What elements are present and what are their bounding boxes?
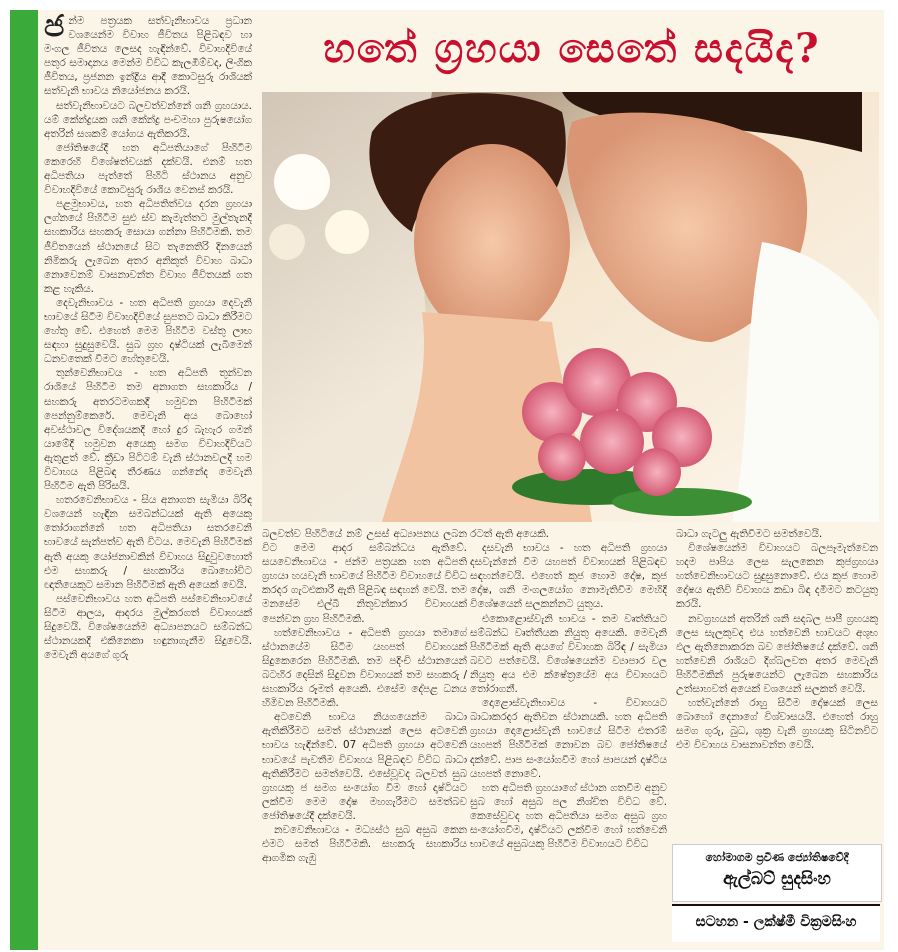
paragraph: දසවැනි භාවය - හත අධිපති ග්‍රහයා දසවැන්නේ වීම යහපත් විවාහයක් පිළිබඳව සඳහන්වෙයි. එහෙත් කුජ හොම දෝෂ, කුජ දෝෂ, ශනි මංගලයෝග නොමැතිවීම මෙහිදී විශේෂයෙන් සලකන්නට යුතුය. xyxy=(470,542,667,611)
paragraph: විශේෂයෙන්ම විවාහයට බලපෑමැත්වෙන හදම පාපිය ලෙස සැලකෙන කුජග්‍රහයා හත්වෙනිභාවයට සුදුසුනොවේ. එය කුජ හොම දෝෂය ඇතිවි විවාහය කඩා බිඳ දමීමට කටයුතු කරයි. xyxy=(676,542,878,611)
paragraph: පළමුභාවය, හත අධිපතිත්වය දරන ග්‍රහයා ලග්නයේ පිහිටීම සුළු ස්ව කැමැත්තට මුල්තැනදී සහකාරිය සහකරු සොයා ගන්නා පිහිටීමකි. තම ජීවිතයෙන් ස්ථානයේ සිට තැනෙතිරි දිනයෙන් නිමිකරු ලැබෙන අතර අනිකුත් විවාහ බාධා නොවෙනම් වාසනාවන්ත විවාහ ජීවිතයක් ගත කළ හැකිය. xyxy=(44,198,252,295)
paragraph: බලවත්ව පිහිටියේ නම් උසස් අධ්‍යාපනය ලබන විට මෙම ආදර සම්බන්ධය ඇතිවේ. සයවෙනිභාවය - ජන්ම පත්‍රයක හත අධිපති ග්‍රහයා හයවැනි භාවයේ පිහිටීම විවාහයේ විවිධ කරදර ගැටළුකාරී ඇති පිළිබඳ සඳහන් වෙයි. තම මනසේම එල්බී නිතුවන්කාර විවාහයක් පෙන්වන ග්‍රහ පිහිටීමකි. xyxy=(262,528,467,625)
paragraph: සත්වැනිභාවයට බලවත්වන්නේ ශනි ග්‍රහයාය. යම් කේන්ද්‍රයක ශනි කේන්ද්‍ර පංචමහා පුරුෂයෝග අතරින් සශකම් යෝගය ඇතිකරයි. xyxy=(44,99,252,140)
dropcap: ජ xyxy=(44,14,65,44)
author-box xyxy=(672,844,882,902)
paragraph: හත්වෙනිභාවය - අධිපති ග්‍රහයා තමාගේ ස්ථානයේම සිටීම යහපත් විවාහයක් සිදුකෙරෙන පිහිටීමකි. තම පදිංචි ස්ථානයෙන් බටහිර දෙසින් සිදුවන විවාහයක් තම සහකරු / සහකාරිය රූමත් අයෙකි. එසේම දේපළ ධනය හිමිවන පිහිටීමකි. xyxy=(262,626,467,710)
paragraph: ජෝතිෂයේදී හත අධිපතියාගේ පිහිටීම කෙරෙහි විශේෂත්වයක් දක්වයි. එනම් හත අධිපතියා පැත්තේ පිහිටි ස්ථානය අනුව විවාහදිවියේ කොටසුරු රාශිය වෙනස් කරයි. xyxy=(44,141,252,197)
column-1 xyxy=(44,14,252,944)
paragraph: නවග්‍රහයන් අතරින් ශනි සදබල පාපී ග්‍රහයකු ලෙස සැලකුවද එය හත්වෙනි භාවයට අශුභ ඵල ඇතිනොකරන බව ජෝතිෂයේ දක්වේ. ශනි හත්වෙනි රාශියට දිග්බලවත අතර මෙවැනි පිහිටීමකින් පුරුෂයෙන්ට ලැබෙන සහකාරිය උත්සාහවත් අයෙක් වශයෙන් සලකත් වෙයි. xyxy=(676,612,878,696)
column-4 xyxy=(676,527,878,839)
editor-credit: සටහන - ලක්ෂ්මී වික්‍රමසිංහ xyxy=(695,914,857,930)
paragraph: එකොළොස්වැනි භාවය - තම වෘත්තියට සම්බන්ධ වෘත්තීයක නියුතු අයෙකි. මෙවැනි පිහිටීමක් ඇති අයගේ විවාහක බිරිඳ / සැමියා බවට පත්වෙයි. විශේෂයෙන්ම ව්‍යාපාර වල නියුතු අය එම ක්ෂේත්‍රයේම අය විවාහයට තෝරාගනී. xyxy=(470,612,667,696)
couple-photo xyxy=(262,92,879,522)
paragraph: හත්වැන්නේ රාහු සිටීම දෝෂයක් ලෙස බොහෝ දෙනාගේ විශ්වාසයයි. එහෙත් රාහු සමග ගුරු, බුධ, ශුක්‍ර වැනි ග්‍රහයකු සිටිනවිට එම විවාහය වාසනාවන්ත වෙයි. xyxy=(676,697,878,752)
paragraph: ජන්ම පත්‍රයක සත්වැනිභාවය ප්‍රධාන වශයෙන්ම විවාහ ජීවිතය පිළිබඳව හා මංගල ජීවිතය ලෙසද හැඳින්වේ. විවාහදිවියේ පතුර සමාදානය මෙන්ම විවිධ කැලඹීම්වද, ලිංගික ජීවිතය, ප්‍රජනන ඉන්ද්‍රිය ආදී කොටසුරු රාශියක් සත්වැනි භාවය නියෝජනය කරයි. xyxy=(44,14,252,98)
paragraph: බාධා ගැටලු ඇතිවීමට සමත්වෙයි. xyxy=(676,528,823,540)
paragraph: පස්වෙනිභාවය හත අධිපති පස්වෙනිභාවයේ සිටීම ආලය, ආදරය මුල්කරගත් විවාහයක් සිදුවෙයි. විශේෂයෙන්ම අධ්‍යාපනයට සම්බන්ධ ස්ථානයකදී එකිනෙකා හඳුනාගැනීම සිදුවෙයි. මෙවැනි අයගේ ගුරු xyxy=(44,592,252,662)
paragraph: හත අධිපති ග්‍රහයාගේ ස්ථාන ගතවීම අනුව සුබ හෝ අසුබ පල නිශ්චිත විවිධ වේ. කෙසේවුවද හත අධිපතියා සමග අසුබ ග්‍රහ සංයෝගවීම, දෘෂ්ටියට ලක්වීම හෝ හත්වෙනි භාවයේ අසුබයකු පිහිටීම විවාහයට විවිධ xyxy=(470,781,667,851)
author-name: ඇල්බට් සුදසිංහ xyxy=(723,869,831,889)
paragraph: අටවෙනි භාවය නියගයෙන්ම බාධා ඇතිකිරීමට සමත් ස්ථානයක් ලෙස අටවෙනි භාවය හැඳින්වේ. 07 අධිපති ග්‍රහයා අටවෙනි භාවයේ පැවතීම විවාහය පිළිබඳව විවිධ බාධා ඇතිකිරීමට සමත්වෙයි. එසේවූවද බලවත් සුබ ග්‍රහයකු ජ සමග සංයෝග වීම හෝ දෘෂ්ටියට ලක්වීම මෙම දෝෂ මහගැරීමට සමත්බව ජෝතිෂයේදී දක්වෙයි. xyxy=(262,711,467,822)
paragraph: රටත් ඇති අයෙකි. xyxy=(470,528,549,540)
column-2 xyxy=(262,527,467,944)
paragraph: නවවෙනිභාවය - මධ්‍යස්ථ සුබ අසුබ කෙන එමට සමත් පිහිටීමකි. සහකරු සහකාරිය ආගමික ගැඹු xyxy=(262,823,467,865)
paragraph: දෙවැනිභාවය - හත අධිපති ග්‍රහයා දෙවැනි භාවයේ සිටීම විවාහදිවියේ සුපතට බාධා කිරීමට හේතු වේ. එහෙත් මෙම පිහිටීම වස්තු ලාභ සඳහා සුදුසුවෙයි. සුබ ග්‍රහ දෘෂ්ටියක් ලැබීමෙන් ධනවතෙක් වීමට හේතුවෙයි. xyxy=(44,296,252,366)
paragraph: දොළොස්වැනිභාවය - විවාහයට බාධාකරදර ඇතිවන ස්ථානයකි. හත අධිපති ග්‍රහයා දොළොස්වැනි භාවයේ සිටීම එතරම් යහපත් පිහිටීමක් නොවන බව ජෝතිෂයේ දක්වේ. පාප සංයෝගවීම හෝ පාපයන් දෘෂ්ටිය යහපත් නොවේ. xyxy=(470,697,667,780)
column-3 xyxy=(470,527,667,944)
author-title: හෝමාගම ප්‍රවීණ ජ්‍යෝතිෂවේදී xyxy=(705,851,849,864)
editor-box xyxy=(672,904,880,942)
article-title: හතේ ග්‍රහයා සෙතේ සදයිද? xyxy=(323,25,821,72)
bride-groom-photo-icon xyxy=(262,92,879,522)
paragraph: හතරවෙනිභාවය - සිය අනාගත සැමියා බිරිඳ වශයෙන් හැඳින සමබන්ධයක් ඇති අයෙකු තෝරාගන්නේ හත අධිපතියා සතරවෙනි භාවයේ සැන්පත්ව ඇති විටය. මෙවැනි පිහිටීමක් ඇති අයකු යෝජනාවකින් විවාහය සිදුවුවහොත් එම සහකරු / සහකාරිය බොහෝවිට ඥාතියෙකුට සමාන පිහිටීමක් ඇති අයෙක් වෙයි. xyxy=(44,494,252,591)
paragraph: තුන්වෙනිභාවය - හත අධිපති තුන්වන රාශියේ පිහිටීම තම අනාගත සහකාරිය / සහකරු අතරටමගකදී හමුවන පිහිටීමක් පෙන්නුම්කෙරේ. මෙවැනි අය බොහෝ අවස්ථාවල විදේශයකදී හෝ දුර බැහැර ගමන් යාමේදී හමුවන අයෙකු සමග විවාහදිවියට ඇතුළත් වේ. ක්‍රීඩා පිටිටම් වැනි ස්ථානවලදී හම විවාහය පිළිබඳ තීරණය ගන්නේද මෙවැනි පිහිටීම ඇති පිරිසයි. xyxy=(44,367,252,493)
